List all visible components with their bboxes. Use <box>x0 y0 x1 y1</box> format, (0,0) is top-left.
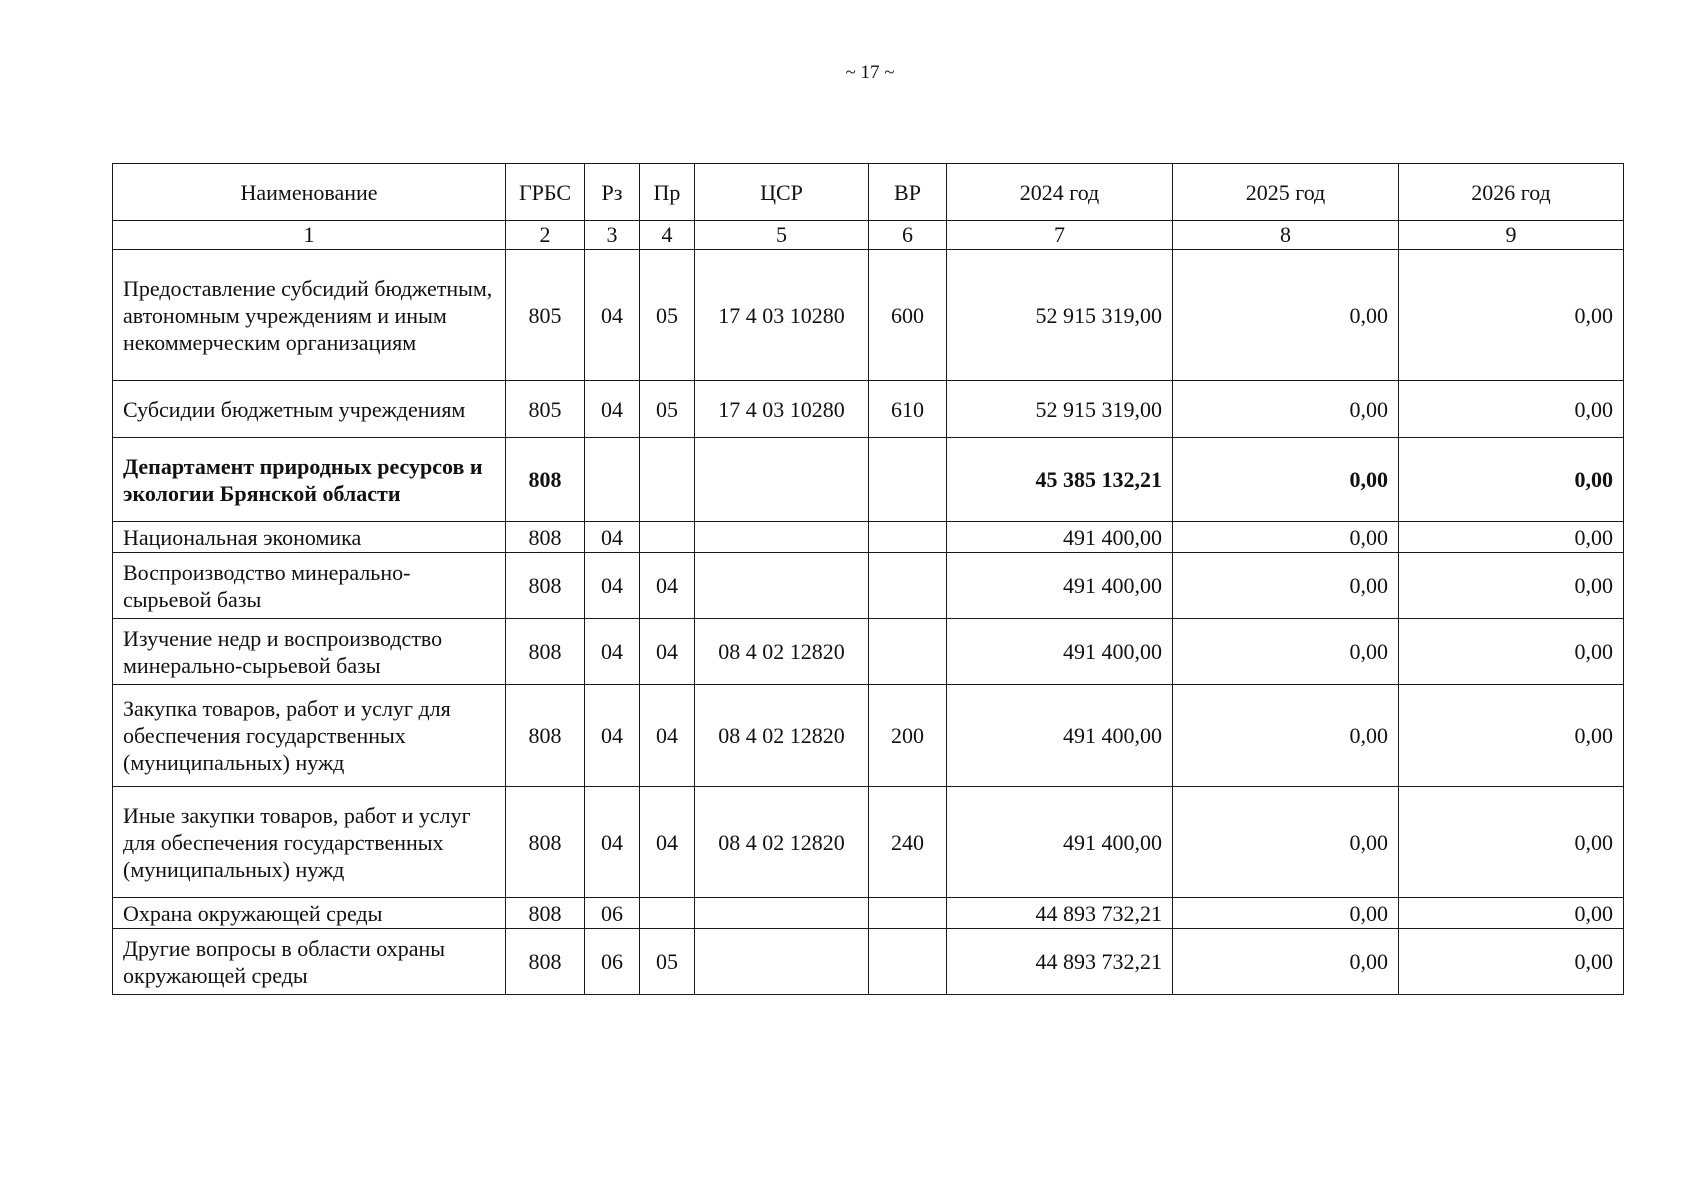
header-row <box>113 164 1624 221</box>
row-2026: 0,00 <box>1399 787 1624 898</box>
row-2024: 491 400,00 <box>947 553 1173 619</box>
row-csr <box>695 929 869 995</box>
table-row <box>113 553 1624 619</box>
table-row <box>113 438 1624 522</box>
row-2025: 0,00 <box>1173 522 1399 553</box>
row-name: Воспроизводство минерально-сырьевой базы <box>113 553 506 619</box>
row-2025: 0,00 <box>1173 619 1399 685</box>
table-row <box>113 619 1624 685</box>
row-2024: 45 385 132,21 <box>947 438 1173 522</box>
row-csr: 17 4 03 10280 <box>695 381 869 438</box>
row-csr: 17 4 03 10280 <box>695 250 869 381</box>
column-header-vr: ВР <box>869 164 947 221</box>
row-pr <box>640 438 695 522</box>
row-2024: 52 915 319,00 <box>947 250 1173 381</box>
table-row <box>113 381 1624 438</box>
row-name: Департамент природных ресурсов и экологии Брянской области <box>113 438 506 522</box>
row-vr <box>869 438 947 522</box>
page-number: ~ 17 ~ <box>845 62 895 83</box>
row-2024: 491 400,00 <box>947 522 1173 553</box>
row-2025: 0,00 <box>1173 250 1399 381</box>
table-row <box>113 522 1624 553</box>
row-rz: 06 <box>585 929 640 995</box>
row-name: Охрана окружающей среды <box>113 898 506 929</box>
column-header-2024: 2024 год <box>947 164 1173 221</box>
row-grbs: 805 <box>506 250 585 381</box>
row-csr: 08 4 02 12820 <box>695 685 869 787</box>
row-grbs: 808 <box>506 787 585 898</box>
row-vr <box>869 553 947 619</box>
table-row <box>113 929 1624 995</box>
row-2025: 0,00 <box>1173 553 1399 619</box>
row-2026: 0,00 <box>1399 438 1624 522</box>
row-pr: 04 <box>640 685 695 787</box>
row-2026: 0,00 <box>1399 898 1624 929</box>
row-name: Национальная экономика <box>113 522 506 553</box>
table-row <box>113 250 1624 381</box>
row-grbs: 805 <box>506 381 585 438</box>
column-header-pr: Пр <box>640 164 695 221</box>
row-rz: 04 <box>585 381 640 438</box>
row-name: Изучение недр и воспроизводство минерально-сырьевой базы <box>113 619 506 685</box>
column-number: 2 <box>506 221 585 250</box>
column-number-row <box>113 221 1624 250</box>
row-2025: 0,00 <box>1173 381 1399 438</box>
column-header-2026: 2026 год <box>1399 164 1624 221</box>
column-number: 1 <box>113 221 506 250</box>
row-vr <box>869 898 947 929</box>
row-pr: 05 <box>640 381 695 438</box>
row-pr: 04 <box>640 619 695 685</box>
budget-table <box>112 163 1624 995</box>
row-grbs: 808 <box>506 553 585 619</box>
row-grbs: 808 <box>506 619 585 685</box>
row-pr <box>640 522 695 553</box>
row-name: Закупка товаров, работ и услуг для обеспечения государственных (муниципальных) нужд <box>113 685 506 787</box>
row-csr <box>695 438 869 522</box>
column-number: 6 <box>869 221 947 250</box>
column-number: 3 <box>585 221 640 250</box>
row-name: Предоставление субсидий бюджетным, автономным учреждениям и иным некоммерческим организациям <box>113 250 506 381</box>
row-vr: 600 <box>869 250 947 381</box>
column-header-name: Наименование <box>113 164 506 221</box>
row-vr: 200 <box>869 685 947 787</box>
row-vr <box>869 929 947 995</box>
row-grbs: 808 <box>506 438 585 522</box>
row-2024: 491 400,00 <box>947 619 1173 685</box>
row-grbs: 808 <box>506 898 585 929</box>
row-2024: 491 400,00 <box>947 787 1173 898</box>
row-2026: 0,00 <box>1399 381 1624 438</box>
row-2025: 0,00 <box>1173 685 1399 787</box>
row-pr: 04 <box>640 553 695 619</box>
column-number: 7 <box>947 221 1173 250</box>
column-number: 8 <box>1173 221 1399 250</box>
row-2026: 0,00 <box>1399 553 1624 619</box>
row-csr: 08 4 02 12820 <box>695 619 869 685</box>
row-grbs: 808 <box>506 685 585 787</box>
row-pr <box>640 898 695 929</box>
row-2026: 0,00 <box>1399 250 1624 381</box>
row-rz <box>585 438 640 522</box>
table-row <box>113 685 1624 787</box>
column-header-rz: Рз <box>585 164 640 221</box>
row-pr: 05 <box>640 250 695 381</box>
column-header-2025: 2025 год <box>1173 164 1399 221</box>
row-2026: 0,00 <box>1399 929 1624 995</box>
row-name: Иные закупки товаров, работ и услуг для обеспечения государственных (муниципальных) нужд <box>113 787 506 898</box>
table-body <box>113 250 1624 995</box>
row-grbs: 808 <box>506 929 585 995</box>
row-vr: 610 <box>869 381 947 438</box>
row-rz: 06 <box>585 898 640 929</box>
row-2025: 0,00 <box>1173 929 1399 995</box>
row-2024: 491 400,00 <box>947 685 1173 787</box>
row-pr: 04 <box>640 787 695 898</box>
row-rz: 04 <box>585 553 640 619</box>
row-grbs: 808 <box>506 522 585 553</box>
column-header-grbs: ГРБС <box>506 164 585 221</box>
row-2026: 0,00 <box>1399 619 1624 685</box>
row-2025: 0,00 <box>1173 438 1399 522</box>
row-rz: 04 <box>585 250 640 381</box>
row-rz: 04 <box>585 619 640 685</box>
row-vr <box>869 619 947 685</box>
row-rz: 04 <box>585 685 640 787</box>
table-row <box>113 787 1624 898</box>
column-number: 9 <box>1399 221 1624 250</box>
row-name: Субсидии бюджетным учреждениям <box>113 381 506 438</box>
row-pr: 05 <box>640 929 695 995</box>
row-2024: 44 893 732,21 <box>947 929 1173 995</box>
row-2025: 0,00 <box>1173 898 1399 929</box>
row-vr: 240 <box>869 787 947 898</box>
row-2026: 0,00 <box>1399 522 1624 553</box>
row-csr <box>695 553 869 619</box>
row-2024: 44 893 732,21 <box>947 898 1173 929</box>
row-name: Другие вопросы в области охраны окружающей среды <box>113 929 506 995</box>
row-2024: 52 915 319,00 <box>947 381 1173 438</box>
row-csr <box>695 898 869 929</box>
row-csr: 08 4 02 12820 <box>695 787 869 898</box>
row-csr <box>695 522 869 553</box>
column-header-csr: ЦСР <box>695 164 869 221</box>
column-number: 4 <box>640 221 695 250</box>
row-rz: 04 <box>585 787 640 898</box>
row-2026: 0,00 <box>1399 685 1624 787</box>
table-row <box>113 898 1624 929</box>
column-number: 5 <box>695 221 869 250</box>
row-2025: 0,00 <box>1173 787 1399 898</box>
row-rz: 04 <box>585 522 640 553</box>
row-vr <box>869 522 947 553</box>
